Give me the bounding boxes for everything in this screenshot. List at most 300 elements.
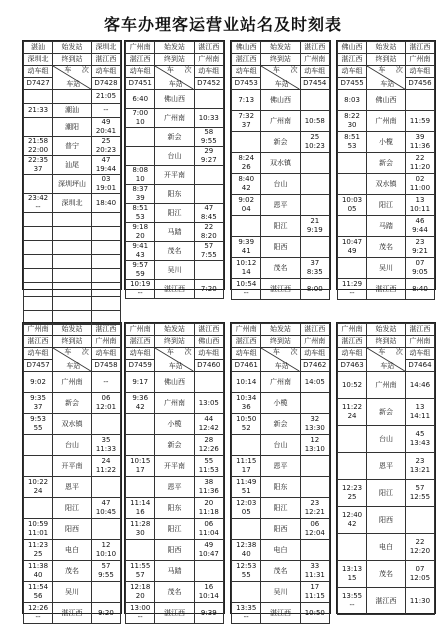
station-name: 茂名: [367, 237, 406, 258]
departure-time: 07 9:05: [405, 258, 434, 279]
arrival-time: 11:38 40: [24, 561, 53, 582]
departure-time: [91, 297, 120, 311]
station-name: [53, 213, 92, 227]
header-label: 终到站: [261, 54, 300, 66]
table-row: [126, 456, 224, 477]
arrival-time: 9:18 20: [126, 223, 155, 242]
table-row: [232, 90, 330, 111]
header-station: 湛江西: [24, 336, 53, 348]
arrival-time: 9:02 04: [232, 195, 261, 216]
station-name: 恩平: [367, 453, 406, 480]
departure-time: 06 12:01: [91, 393, 120, 414]
station-name: 小榄: [155, 414, 194, 435]
train-number: D7427: [24, 78, 53, 90]
train-number: D7462: [300, 360, 329, 372]
diagonal-header: [367, 348, 406, 372]
station-name: 小榄: [261, 393, 300, 414]
table-row: [126, 109, 224, 128]
header-station: 广州南: [126, 324, 155, 336]
arrival-time: 13:35 --: [232, 603, 261, 624]
arrival-time: 10:03 05: [338, 195, 367, 216]
table-row: [126, 540, 224, 561]
table-row: [24, 175, 121, 194]
table-row: [232, 561, 330, 582]
departure-time: --: [91, 372, 120, 393]
arrival-time: 10:50 52: [232, 414, 261, 435]
train-number: D7453: [232, 78, 261, 90]
station-name: [53, 255, 92, 269]
arrival-time: [338, 174, 367, 195]
station-name: 广州南: [155, 109, 194, 128]
station-name: 电白: [53, 540, 92, 561]
header-label: 始发站: [367, 324, 406, 336]
station-name: 广州南: [367, 372, 406, 399]
table-row: [126, 147, 224, 166]
departure-time: 10:33: [194, 109, 223, 128]
station-label: 车站: [274, 362, 289, 370]
train-label: 次: [395, 66, 403, 74]
station-name: [53, 227, 92, 241]
table-row: [24, 283, 121, 297]
arrival-time: [24, 255, 53, 269]
header-label: 终到站: [53, 336, 92, 348]
station-name: 阳东: [155, 498, 194, 519]
table-row: [338, 507, 435, 534]
arrival-time: 10:47 49: [338, 237, 367, 258]
departure-time: [194, 261, 223, 280]
departure-time: 13 14:11: [405, 399, 434, 426]
table-row: [126, 498, 224, 519]
train-number: D7458: [91, 360, 120, 372]
arrival-time: 11:49 51: [232, 477, 261, 498]
train-label: 次: [184, 66, 192, 74]
departure-time: [91, 269, 120, 283]
arrival-time: 10:12 14: [232, 258, 261, 279]
arrival-time: [338, 258, 367, 279]
arrival-time: [126, 414, 155, 435]
diagonal-header: [155, 348, 194, 372]
header-label: 始发站: [155, 42, 194, 54]
departure-time: 02 11:00: [405, 174, 434, 195]
diagonal-header: [155, 66, 194, 90]
header-station: 深圳北: [91, 42, 120, 54]
arrival-time: 11:29 --: [338, 279, 367, 300]
table-row: [338, 216, 435, 237]
arrival-time: [232, 519, 261, 540]
departure-time: 47 19:44: [91, 156, 120, 175]
departure-time: [405, 90, 434, 111]
table-row: [24, 477, 121, 498]
arrival-time: [126, 540, 155, 561]
table-row: [338, 561, 435, 588]
departure-time: 21:05: [91, 90, 120, 104]
station-name: 阳江: [53, 498, 92, 519]
departure-time: 13:05: [194, 393, 223, 414]
station-name: 阳江: [367, 195, 406, 216]
header-label: 终到站: [53, 54, 92, 66]
arrival-time: 9:35 37: [24, 393, 53, 414]
table-row: [126, 242, 224, 261]
header-label: 始发站: [53, 42, 92, 54]
departure-time: 23 12:21: [300, 498, 329, 519]
arrival-time: [24, 118, 53, 137]
table-row: [126, 561, 224, 582]
arrival-time: [24, 213, 53, 227]
train-number: D7452: [194, 78, 223, 90]
table-row: [126, 477, 224, 498]
station-name: 恩平: [261, 195, 300, 216]
diagonal-header: [53, 348, 92, 372]
station-label: 车站: [66, 80, 81, 88]
table-row: [126, 393, 224, 414]
departure-time: 17 11:15: [300, 582, 329, 603]
station-name: 深圳坪山: [53, 175, 92, 194]
table-row: [338, 399, 435, 426]
table-row: [232, 414, 330, 435]
train-number: D7455: [338, 78, 367, 90]
departure-time: 22 11:20: [405, 153, 434, 174]
header-station: 湛江西: [91, 324, 120, 336]
station-name: 湛江西: [155, 280, 194, 299]
table-row: [24, 435, 121, 456]
train-label: 次: [81, 348, 89, 356]
train-label: 次: [290, 66, 298, 74]
header-station: 湛江西: [300, 324, 329, 336]
departure-time: 46 9:44: [405, 216, 434, 237]
departure-time: [91, 414, 120, 435]
arrival-time: 10:34 36: [232, 393, 261, 414]
departure-time: 38 11:36: [194, 477, 223, 498]
train-number: D7451: [126, 78, 155, 90]
arrival-time: [24, 498, 53, 519]
arrival-time: 21:58 22:00: [24, 137, 53, 156]
car-group-label: 动车组: [194, 348, 223, 360]
table-row: [24, 241, 121, 255]
departure-time: [300, 393, 329, 414]
table-row: [232, 237, 330, 258]
header-station: 湛江西: [126, 54, 155, 66]
train-label: 车: [378, 66, 386, 74]
departure-time: 9:39: [194, 603, 223, 624]
table-row: [24, 118, 121, 137]
departure-time: 11:30: [405, 588, 434, 615]
departure-time: 57 9:55: [91, 561, 120, 582]
station-name: 马踏: [155, 561, 194, 582]
table-row: [24, 90, 121, 104]
departure-time: [91, 519, 120, 540]
departure-time: [91, 582, 120, 603]
arrival-time: 7:32 37: [232, 111, 261, 132]
car-group-label: 动车组: [24, 66, 53, 78]
departure-time: [91, 213, 120, 227]
station-name: 新会: [261, 132, 300, 153]
header-station: 广州南: [232, 324, 261, 336]
timetable-block: [336, 322, 436, 614]
station-name: 马踏: [155, 223, 194, 242]
station-name: 潮阳: [53, 118, 92, 137]
arrival-time: [232, 435, 261, 456]
table-row: [232, 519, 330, 540]
station-name: 电白: [367, 534, 406, 561]
arrival-time: [232, 216, 261, 237]
station-name: 湛江西: [261, 603, 300, 624]
departure-time: 44 12:42: [194, 414, 223, 435]
table-row: [126, 519, 224, 540]
header-station: 湛江西: [232, 336, 261, 348]
station-name: 佛山西: [261, 90, 300, 111]
timetable-block: [230, 322, 331, 621]
train-number: D7456: [405, 78, 434, 90]
header-station: 佛山西: [194, 336, 223, 348]
header-station: 湛江西: [232, 54, 261, 66]
station-name: 湛江西: [367, 279, 406, 300]
departure-time: 12 10:10: [91, 540, 120, 561]
table-row: [338, 534, 435, 561]
departure-time: 20 11:18: [194, 498, 223, 519]
arrival-time: 8:08 10: [126, 166, 155, 185]
header-station: 湛江西: [194, 324, 223, 336]
table-row: [126, 185, 224, 204]
departure-time: 18:40: [91, 194, 120, 213]
table-row: [24, 582, 121, 603]
table-row: [126, 128, 224, 147]
arrival-time: 11:22 24: [338, 399, 367, 426]
departure-time: [194, 166, 223, 185]
station-label: 车站: [66, 362, 81, 370]
departure-time: 10:50: [300, 603, 329, 624]
header-label: 终到站: [367, 336, 406, 348]
station-name: 阳西: [261, 237, 300, 258]
departure-time: 14:05: [300, 372, 329, 393]
station-name: 阳江: [155, 204, 194, 223]
timetable-block: [336, 40, 436, 297]
station-name: 湛江西: [53, 603, 92, 624]
diagonal-header: [53, 66, 92, 90]
table-row: [126, 280, 224, 299]
header-station: 广州南: [338, 324, 367, 336]
station-name: 阳西: [53, 519, 92, 540]
arrival-time: [24, 241, 53, 255]
departure-time: 57 7:55: [194, 242, 223, 261]
train-number: D7454: [300, 78, 329, 90]
departure-time: 39 11:36: [405, 132, 434, 153]
departure-time: --: [91, 104, 120, 118]
departure-time: 29 9:27: [194, 147, 223, 166]
arrival-time: 13:00 --: [126, 603, 155, 624]
table-row: [232, 195, 330, 216]
departure-time: 8:00: [300, 279, 329, 300]
departure-time: 11:59: [405, 111, 434, 132]
car-group-label: 动车组: [232, 66, 261, 78]
table-row: [232, 603, 330, 624]
station-name: 新会: [367, 153, 406, 174]
train-label: 车: [166, 348, 174, 356]
arrival-time: 10:52: [338, 372, 367, 399]
station-name: 阳江: [155, 519, 194, 540]
table-row: [24, 498, 121, 519]
station-name: 湛江西: [367, 588, 406, 615]
arrival-time: 9:53 55: [24, 414, 53, 435]
header-station: 佛山西: [232, 42, 261, 54]
station-name: 汕尾: [53, 156, 92, 175]
train-label: 次: [290, 348, 298, 356]
departure-time: 22 8:20: [194, 223, 223, 242]
table-row: [24, 414, 121, 435]
departure-time: [300, 477, 329, 498]
station-name: 双水镇: [53, 414, 92, 435]
station-label: 车站: [380, 80, 395, 88]
departure-time: 25 10:23: [300, 132, 329, 153]
departure-time: 28 12:26: [194, 435, 223, 456]
station-name: 阳江: [261, 216, 300, 237]
arrival-time: 9:36 42: [126, 393, 155, 414]
station-name: 阳西: [367, 507, 406, 534]
arrival-time: 8:51 53: [338, 132, 367, 153]
station-name: 茂名: [155, 242, 194, 261]
station-name: 开平南: [53, 456, 92, 477]
timetable-block: [124, 322, 225, 621]
station-name: 马踏: [367, 216, 406, 237]
station-name: [53, 269, 92, 283]
arrival-time: 12:26 --: [24, 603, 53, 624]
diagonal-header: [367, 66, 406, 90]
header-station: 深圳北: [24, 54, 53, 66]
table-row: [338, 195, 435, 216]
arrival-time: 11:23 25: [24, 540, 53, 561]
arrival-time: 9:17: [126, 372, 155, 393]
departure-time: [194, 561, 223, 582]
station-name: 新会: [367, 399, 406, 426]
departure-time: 16 10:14: [194, 582, 223, 603]
table-row: [338, 279, 435, 300]
header-label: 终到站: [155, 54, 194, 66]
station-name: 开平南: [155, 166, 194, 185]
train-number: D7460: [194, 360, 223, 372]
arrival-time: [126, 128, 155, 147]
station-name: 阳东: [155, 185, 194, 204]
header-label: 终到站: [367, 54, 406, 66]
table-row: [24, 540, 121, 561]
station-name: 新会: [155, 435, 194, 456]
departure-time: [91, 283, 120, 297]
car-group-label: 动车组: [91, 348, 120, 360]
departure-time: 23 13:21: [405, 453, 434, 480]
header-station: 湛江西: [338, 54, 367, 66]
table-row: [338, 111, 435, 132]
station-name: 阳江: [367, 480, 406, 507]
car-group-label: 动车组: [194, 66, 223, 78]
arrival-time: [338, 153, 367, 174]
table-row: [24, 393, 121, 414]
arrival-time: 8:22 30: [338, 111, 367, 132]
header-station: 湛江西: [300, 42, 329, 54]
arrival-time: 11:54 56: [24, 582, 53, 603]
departure-time: [300, 456, 329, 477]
station-name: 茂名: [367, 561, 406, 588]
table-row: [232, 372, 330, 393]
table-row: [126, 603, 224, 624]
table-row: [232, 132, 330, 153]
station-name: 广州南: [53, 372, 92, 393]
arrival-time: 8:51 53: [126, 204, 155, 223]
station-name: 台山: [53, 435, 92, 456]
car-group-label: 动车组: [300, 66, 329, 78]
station-name: 恩平: [155, 477, 194, 498]
timetable-block: [22, 322, 122, 621]
car-group-label: 动车组: [232, 348, 261, 360]
table-row: [126, 166, 224, 185]
station-name: 阳西: [155, 540, 194, 561]
table-row: [338, 588, 435, 615]
header-station: 广州南: [300, 54, 329, 66]
header-station: 广州南: [91, 336, 120, 348]
station-label: 车站: [168, 362, 183, 370]
station-name: 小榄: [367, 132, 406, 153]
header-station: 湛江西: [405, 324, 434, 336]
arrival-time: [24, 456, 53, 477]
table-row: [338, 174, 435, 195]
departure-time: [300, 153, 329, 174]
arrival-time: 10:54 --: [232, 279, 261, 300]
table-row: [126, 414, 224, 435]
arrival-time: 12:18 20: [126, 582, 155, 603]
station-name: 台山: [367, 426, 406, 453]
arrival-time: 10:15 17: [126, 456, 155, 477]
table-row: [24, 603, 121, 624]
station-name: 新会: [53, 393, 92, 414]
departure-time: 8:40: [405, 279, 434, 300]
station-name: [53, 283, 92, 297]
header-label: 始发站: [367, 42, 406, 54]
arrival-time: 12:03 05: [232, 498, 261, 519]
table-row: [232, 393, 330, 414]
table-row: [24, 194, 121, 213]
table-row: [126, 90, 224, 109]
table-row: [232, 279, 330, 300]
table-row: [338, 453, 435, 480]
station-name: 阳西: [261, 519, 300, 540]
train-label: 车: [64, 348, 72, 356]
arrival-time: 12:40 42: [338, 507, 367, 534]
departure-time: [194, 90, 223, 109]
station-name: 台山: [261, 435, 300, 456]
table-row: [24, 269, 121, 283]
departure-time: [194, 372, 223, 393]
table-row: [126, 435, 224, 456]
arrival-time: 23:42 --: [24, 194, 53, 213]
arrival-time: 10:59 11:01: [24, 519, 53, 540]
table-row: [232, 258, 330, 279]
departure-time: [300, 195, 329, 216]
table-row: [232, 216, 330, 237]
departure-time: 33 11:31: [300, 561, 329, 582]
station-name: 佛山西: [155, 372, 194, 393]
arrival-time: [232, 582, 261, 603]
table-row: [24, 372, 121, 393]
station-name: [53, 241, 92, 255]
table-row: [126, 582, 224, 603]
table-row: [232, 174, 330, 195]
departure-time: 10:58: [300, 111, 329, 132]
departure-time: [91, 241, 120, 255]
car-group-label: 动车组: [338, 66, 367, 78]
arrival-time: 8:24 26: [232, 153, 261, 174]
header-label: 终到站: [155, 336, 194, 348]
table-row: [126, 372, 224, 393]
header-station: 湛江西: [126, 336, 155, 348]
departure-time: 45 13:43: [405, 426, 434, 453]
arrival-time: 11:15 17: [232, 456, 261, 477]
